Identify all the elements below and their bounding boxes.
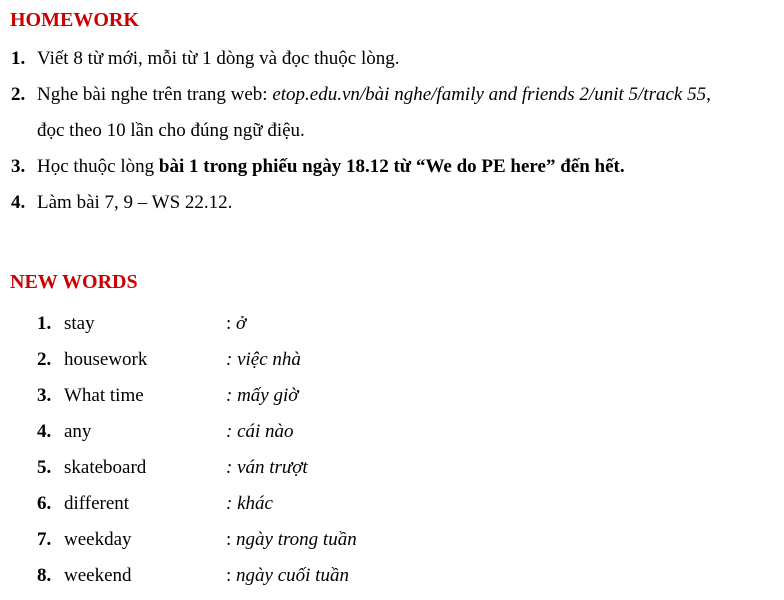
homework-item-text-line2: đọc theo 10 lần cho đúng ngữ điệu. (37, 120, 305, 141)
homework-item-1 (0, 47, 784, 71)
homework-item-number: 4. (11, 192, 26, 213)
vocab-meaning (226, 492, 273, 516)
vocab-vietnamese: ngày cuối tuần (236, 565, 349, 586)
vocab-vietnamese: khác (237, 493, 273, 514)
homework-item-text: Nghe bài nghe trên trang web: (37, 84, 273, 105)
vocab-meaning (226, 456, 308, 480)
vocab-number: 3. (37, 385, 52, 406)
homework-heading: HOMEWORK (10, 9, 139, 31)
vocab-english: weekday (64, 529, 132, 550)
vocab-meaning (226, 528, 357, 552)
vocab-colon: : (226, 349, 238, 370)
vocab-meaning (226, 564, 349, 588)
listening-link[interactable]: etop.edu.vn/bài nghe/family and friends 2/unit 5/track 55 (272, 84, 707, 105)
vocab-number: 8. (37, 565, 52, 586)
vocab-colon: : (226, 313, 237, 334)
homework-item-number: 2. (11, 84, 26, 105)
vocab-meaning (226, 348, 301, 372)
vocab-number: 4. (37, 421, 52, 442)
vocab-colon: : (226, 493, 238, 514)
homework-item-4 (0, 191, 784, 215)
vocab-vietnamese: cái nào (237, 421, 294, 442)
homework-item-2 (0, 83, 784, 143)
vocab-colon: : (226, 565, 237, 586)
vocab-row (0, 384, 784, 420)
vocab-row (0, 528, 784, 564)
vocab-number: 1. (37, 313, 52, 334)
vocab-number: 5. (37, 457, 52, 478)
vocab-english: skateboard (64, 457, 147, 478)
vocab-row (0, 420, 784, 456)
vocab-colon: : (226, 457, 238, 478)
vocab-number: 2. (37, 349, 52, 370)
vocab-colon: : (226, 421, 238, 442)
vocab-vietnamese: ngày trong tuần (236, 529, 357, 550)
new-words-heading: NEW WORDS (10, 271, 138, 293)
homework-item-punct: , (706, 84, 711, 105)
homework-item-number: 3. (11, 156, 26, 177)
vocab-vietnamese: ván trượt (237, 457, 308, 478)
homework-list (0, 47, 784, 227)
vocab-vietnamese: mấy giờ (237, 385, 299, 406)
vocab-row (0, 564, 784, 600)
vocab-number: 6. (37, 493, 52, 514)
homework-item-number: 1. (11, 48, 26, 69)
vocab-colon: : (226, 529, 237, 550)
new-words-list (0, 312, 784, 600)
vocab-vietnamese: ở (236, 313, 247, 334)
vocab-row (0, 456, 784, 492)
vocab-english: housework (64, 349, 148, 370)
vocab-row (0, 348, 784, 384)
vocab-meaning (226, 420, 294, 444)
homework-item-text: Làm bài 7, 9 – WS 22.12. (37, 192, 233, 213)
vocab-english: weekend (64, 565, 132, 586)
homework-item-text: Viết 8 từ mới, mỗi từ 1 dòng và đọc thuộc lòng. (37, 48, 400, 69)
vocab-vietnamese: việc nhà (237, 349, 301, 370)
homework-item-3 (0, 155, 784, 179)
homework-item-text: Học thuộc lòng (37, 156, 159, 177)
vocab-english: any (64, 421, 92, 442)
vocab-meaning (226, 312, 246, 336)
vocab-row (0, 492, 784, 528)
vocab-english: stay (64, 313, 95, 334)
homework-item-bold-text: bài 1 trong phiếu ngày 18.12 từ “We do PE here” đến hết. (158, 156, 625, 177)
vocab-english: What time (64, 385, 144, 406)
vocab-english: different (64, 493, 130, 514)
vocab-meaning (226, 384, 298, 408)
vocab-row (0, 312, 784, 348)
vocab-number: 7. (37, 529, 52, 550)
vocab-colon: : (226, 385, 238, 406)
